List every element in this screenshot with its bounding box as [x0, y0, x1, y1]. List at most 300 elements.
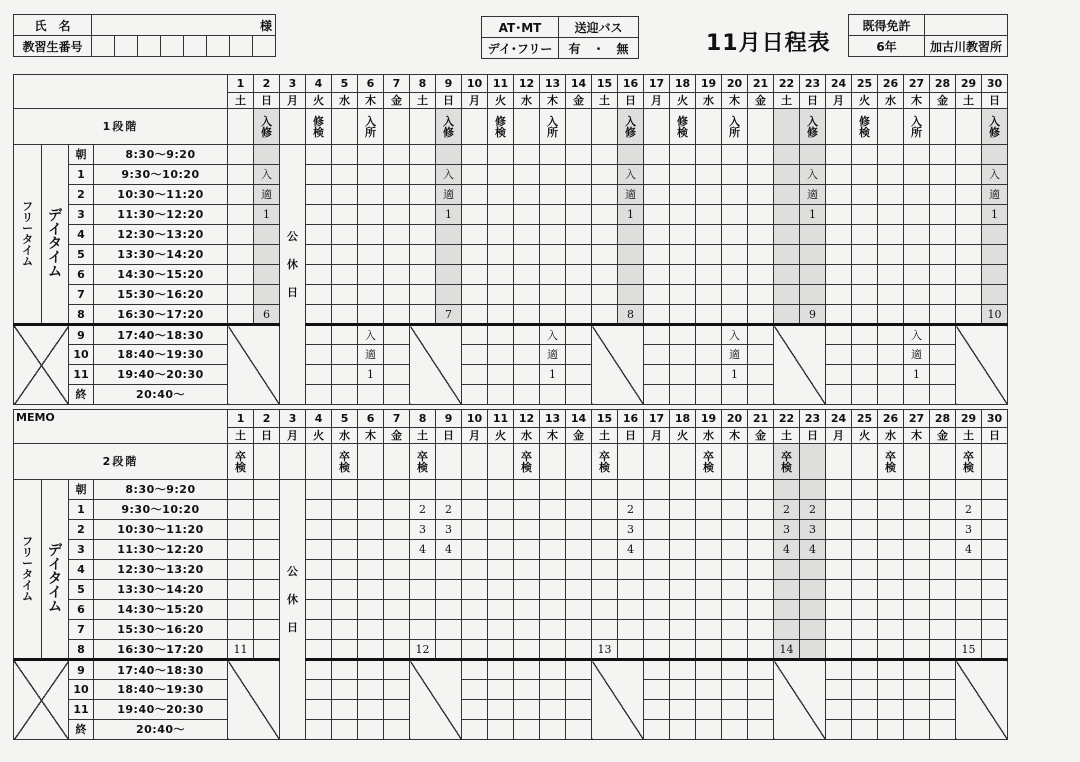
student-number-digit[interactable] — [115, 36, 138, 57]
schedule-cell[interactable] — [514, 325, 540, 345]
schedule-cell[interactable] — [956, 265, 982, 285]
schedule-cell[interactable] — [462, 165, 488, 185]
schedule-cell[interactable] — [904, 245, 930, 265]
schedule-cell[interactable]: 10 — [982, 305, 1008, 325]
schedule-cell[interactable] — [826, 365, 852, 385]
schedule-cell[interactable] — [462, 500, 488, 520]
schedule-cell[interactable] — [904, 620, 930, 640]
schedule-cell[interactable] — [982, 640, 1008, 660]
schedule-cell[interactable] — [878, 185, 904, 205]
schedule-cell[interactable] — [800, 225, 826, 245]
schedule-cell[interactable] — [488, 720, 514, 740]
schedule-cell[interactable] — [852, 305, 878, 325]
schedule-cell[interactable] — [228, 285, 254, 305]
schedule-cell[interactable] — [852, 680, 878, 700]
schedule-cell[interactable] — [488, 245, 514, 265]
schedule-cell[interactable] — [514, 365, 540, 385]
schedule-cell[interactable] — [696, 580, 722, 600]
schedule-cell[interactable] — [358, 620, 384, 640]
schedule-cell[interactable] — [748, 720, 774, 740]
schedule-cell[interactable] — [878, 480, 904, 500]
schedule-cell[interactable] — [826, 520, 852, 540]
schedule-cell[interactable] — [748, 700, 774, 720]
schedule-cell[interactable] — [462, 560, 488, 580]
schedule-cell[interactable] — [410, 580, 436, 600]
schedule-cell[interactable] — [462, 580, 488, 600]
schedule-cell[interactable] — [722, 145, 748, 165]
schedule-cell[interactable] — [566, 165, 592, 185]
schedule-cell[interactable]: 1 — [982, 205, 1008, 225]
schedule-cell[interactable] — [982, 145, 1008, 165]
schedule-cell[interactable]: 2 — [774, 500, 800, 520]
schedule-cell[interactable] — [488, 165, 514, 185]
schedule-cell[interactable]: 1 — [540, 365, 566, 385]
schedule-cell[interactable] — [254, 500, 280, 520]
schedule-cell[interactable] — [644, 165, 670, 185]
schedule-cell[interactable] — [540, 385, 566, 405]
schedule-cell[interactable] — [332, 325, 358, 345]
schedule-cell[interactable] — [644, 385, 670, 405]
schedule-cell[interactable] — [982, 225, 1008, 245]
schedule-cell[interactable] — [748, 365, 774, 385]
schedule-cell[interactable] — [566, 185, 592, 205]
schedule-cell[interactable] — [852, 620, 878, 640]
schedule-cell[interactable] — [852, 480, 878, 500]
schedule-cell[interactable] — [566, 305, 592, 325]
schedule-cell[interactable] — [618, 145, 644, 165]
schedule-cell[interactable] — [514, 385, 540, 405]
schedule-cell[interactable]: 12 — [410, 640, 436, 660]
schedule-cell[interactable] — [592, 540, 618, 560]
schedule-cell[interactable] — [592, 500, 618, 520]
schedule-cell[interactable] — [488, 600, 514, 620]
schedule-cell[interactable] — [644, 145, 670, 165]
schedule-cell[interactable] — [774, 480, 800, 500]
schedule-cell[interactable] — [254, 620, 280, 640]
schedule-cell[interactable] — [592, 580, 618, 600]
schedule-cell[interactable] — [826, 225, 852, 245]
schedule-cell[interactable]: 適 — [540, 345, 566, 365]
schedule-cell[interactable] — [566, 540, 592, 560]
schedule-cell[interactable] — [644, 580, 670, 600]
schedule-cell[interactable] — [696, 480, 722, 500]
schedule-cell[interactable] — [644, 365, 670, 385]
schedule-cell[interactable] — [488, 620, 514, 640]
schedule-cell[interactable] — [488, 680, 514, 700]
schedule-cell[interactable] — [904, 500, 930, 520]
schedule-cell[interactable] — [878, 325, 904, 345]
schedule-cell[interactable] — [462, 480, 488, 500]
schedule-cell[interactable] — [228, 540, 254, 560]
schedule-cell[interactable] — [384, 245, 410, 265]
schedule-cell[interactable] — [358, 640, 384, 660]
schedule-cell[interactable] — [384, 560, 410, 580]
schedule-cell[interactable] — [566, 580, 592, 600]
schedule-cell[interactable] — [878, 680, 904, 700]
schedule-cell[interactable] — [384, 540, 410, 560]
event-cell[interactable] — [644, 109, 670, 145]
schedule-cell[interactable] — [306, 580, 332, 600]
schedule-cell[interactable]: 2 — [800, 500, 826, 520]
schedule-cell[interactable] — [930, 580, 956, 600]
schedule-cell[interactable] — [384, 365, 410, 385]
schedule-cell[interactable] — [956, 225, 982, 245]
schedule-cell[interactable] — [930, 165, 956, 185]
schedule-cell[interactable] — [592, 265, 618, 285]
schedule-cell[interactable] — [566, 520, 592, 540]
schedule-cell[interactable] — [384, 660, 410, 680]
schedule-cell[interactable] — [358, 165, 384, 185]
schedule-cell[interactable] — [592, 205, 618, 225]
schedule-cell[interactable] — [358, 560, 384, 580]
schedule-cell[interactable] — [488, 185, 514, 205]
schedule-cell[interactable] — [462, 385, 488, 405]
student-number-digit[interactable] — [253, 36, 276, 57]
schedule-cell[interactable] — [618, 225, 644, 245]
schedule-cell[interactable] — [982, 285, 1008, 305]
schedule-cell[interactable] — [774, 165, 800, 185]
schedule-cell[interactable] — [332, 185, 358, 205]
schedule-cell[interactable] — [670, 680, 696, 700]
event-cell[interactable]: 卒 検 — [592, 444, 618, 480]
schedule-cell[interactable] — [878, 600, 904, 620]
schedule-cell[interactable]: 入 — [722, 325, 748, 345]
schedule-cell[interactable] — [306, 285, 332, 305]
schedule-cell[interactable] — [722, 560, 748, 580]
schedule-cell[interactable] — [410, 305, 436, 325]
schedule-cell[interactable] — [826, 720, 852, 740]
schedule-cell[interactable] — [696, 365, 722, 385]
schedule-cell[interactable] — [696, 305, 722, 325]
event-cell[interactable]: 卒 検 — [696, 444, 722, 480]
schedule-cell[interactable] — [956, 600, 982, 620]
schedule-cell[interactable] — [436, 580, 462, 600]
event-cell[interactable] — [566, 444, 592, 480]
schedule-cell[interactable] — [514, 560, 540, 580]
schedule-cell[interactable] — [722, 640, 748, 660]
schedule-cell[interactable] — [982, 480, 1008, 500]
schedule-cell[interactable] — [696, 325, 722, 345]
schedule-cell[interactable] — [384, 225, 410, 245]
schedule-cell[interactable] — [878, 225, 904, 245]
schedule-cell[interactable] — [540, 580, 566, 600]
schedule-cell[interactable] — [592, 285, 618, 305]
event-cell[interactable] — [228, 109, 254, 145]
schedule-cell[interactable] — [306, 640, 332, 660]
schedule-cell[interactable] — [332, 580, 358, 600]
schedule-cell[interactable] — [384, 620, 410, 640]
schedule-cell[interactable]: 2 — [956, 500, 982, 520]
schedule-cell[interactable] — [566, 365, 592, 385]
schedule-cell[interactable] — [332, 700, 358, 720]
schedule-cell[interactable] — [566, 700, 592, 720]
schedule-cell[interactable] — [670, 500, 696, 520]
schedule-cell[interactable] — [332, 680, 358, 700]
schedule-cell[interactable] — [254, 285, 280, 305]
schedule-cell[interactable] — [644, 205, 670, 225]
schedule-cell[interactable] — [462, 520, 488, 540]
event-cell[interactable]: 卒 検 — [228, 444, 254, 480]
schedule-cell[interactable] — [254, 520, 280, 540]
schedule-cell[interactable] — [748, 345, 774, 365]
schedule-cell[interactable] — [358, 145, 384, 165]
event-cell[interactable] — [956, 109, 982, 145]
schedule-cell[interactable] — [826, 185, 852, 205]
schedule-cell[interactable] — [436, 620, 462, 640]
schedule-cell[interactable] — [670, 145, 696, 165]
schedule-cell[interactable] — [384, 345, 410, 365]
schedule-cell[interactable] — [930, 205, 956, 225]
schedule-cell[interactable] — [696, 285, 722, 305]
schedule-cell[interactable] — [774, 185, 800, 205]
event-cell[interactable] — [748, 444, 774, 480]
schedule-cell[interactable] — [514, 305, 540, 325]
schedule-cell[interactable] — [306, 520, 332, 540]
schedule-cell[interactable] — [228, 225, 254, 245]
schedule-cell[interactable] — [878, 700, 904, 720]
schedule-cell[interactable] — [696, 700, 722, 720]
schedule-cell[interactable] — [670, 365, 696, 385]
schedule-cell[interactable]: 14 — [774, 640, 800, 660]
schedule-cell[interactable] — [956, 165, 982, 185]
schedule-cell[interactable] — [566, 225, 592, 245]
schedule-cell[interactable] — [982, 245, 1008, 265]
schedule-cell[interactable] — [592, 145, 618, 165]
schedule-cell[interactable] — [982, 520, 1008, 540]
schedule-cell[interactable] — [696, 620, 722, 640]
schedule-cell[interactable] — [592, 225, 618, 245]
schedule-cell[interactable] — [826, 480, 852, 500]
schedule-cell[interactable] — [956, 205, 982, 225]
schedule-cell[interactable] — [228, 145, 254, 165]
schedule-cell[interactable] — [384, 145, 410, 165]
schedule-cell[interactable] — [358, 265, 384, 285]
schedule-cell[interactable] — [540, 205, 566, 225]
schedule-cell[interactable] — [514, 205, 540, 225]
schedule-cell[interactable] — [722, 205, 748, 225]
schedule-cell[interactable] — [696, 540, 722, 560]
schedule-cell[interactable] — [696, 225, 722, 245]
schedule-cell[interactable] — [930, 185, 956, 205]
schedule-cell[interactable] — [514, 265, 540, 285]
event-cell[interactable]: 修 検 — [306, 109, 332, 145]
schedule-cell[interactable] — [644, 660, 670, 680]
schedule-cell[interactable] — [722, 700, 748, 720]
schedule-cell[interactable] — [826, 165, 852, 185]
schedule-cell[interactable] — [306, 225, 332, 245]
schedule-cell[interactable] — [930, 500, 956, 520]
schedule-cell[interactable] — [800, 145, 826, 165]
schedule-cell[interactable] — [566, 245, 592, 265]
schedule-cell[interactable] — [696, 520, 722, 540]
schedule-cell[interactable] — [306, 145, 332, 165]
event-cell[interactable] — [566, 109, 592, 145]
schedule-cell[interactable] — [956, 620, 982, 640]
schedule-cell[interactable] — [514, 700, 540, 720]
schedule-cell[interactable] — [306, 720, 332, 740]
schedule-cell[interactable] — [436, 245, 462, 265]
schedule-cell[interactable] — [930, 325, 956, 345]
schedule-cell[interactable] — [904, 660, 930, 680]
schedule-cell[interactable] — [618, 265, 644, 285]
schedule-cell[interactable]: 適 — [904, 345, 930, 365]
schedule-cell[interactable] — [488, 365, 514, 385]
schedule-cell[interactable] — [956, 245, 982, 265]
schedule-cell[interactable] — [254, 600, 280, 620]
schedule-cell[interactable] — [930, 540, 956, 560]
event-cell[interactable]: 入 修 — [800, 109, 826, 145]
schedule-cell[interactable] — [358, 480, 384, 500]
schedule-cell[interactable] — [670, 580, 696, 600]
schedule-cell[interactable] — [670, 660, 696, 680]
schedule-cell[interactable] — [852, 165, 878, 185]
schedule-cell[interactable] — [228, 305, 254, 325]
schedule-cell[interactable] — [410, 560, 436, 580]
schedule-cell[interactable] — [514, 480, 540, 500]
schedule-cell[interactable] — [566, 640, 592, 660]
schedule-cell[interactable] — [436, 600, 462, 620]
schedule-cell[interactable]: 3 — [410, 520, 436, 540]
schedule-cell[interactable] — [930, 680, 956, 700]
schedule-cell[interactable] — [358, 540, 384, 560]
event-cell[interactable]: 卒 検 — [332, 444, 358, 480]
schedule-cell[interactable] — [904, 165, 930, 185]
event-cell[interactable] — [878, 109, 904, 145]
schedule-cell[interactable] — [228, 265, 254, 285]
schedule-cell[interactable] — [618, 580, 644, 600]
schedule-cell[interactable] — [930, 285, 956, 305]
schedule-cell[interactable] — [748, 385, 774, 405]
schedule-cell[interactable] — [774, 145, 800, 165]
schedule-cell[interactable] — [800, 580, 826, 600]
schedule-cell[interactable] — [982, 265, 1008, 285]
schedule-cell[interactable]: 4 — [410, 540, 436, 560]
schedule-cell[interactable] — [566, 480, 592, 500]
schedule-cell[interactable] — [358, 720, 384, 740]
schedule-cell[interactable]: 適 — [618, 185, 644, 205]
schedule-cell[interactable] — [696, 660, 722, 680]
schedule-cell[interactable]: 7 — [436, 305, 462, 325]
schedule-cell[interactable] — [514, 145, 540, 165]
schedule-cell[interactable] — [852, 245, 878, 265]
schedule-cell[interactable] — [722, 600, 748, 620]
schedule-cell[interactable] — [722, 285, 748, 305]
schedule-cell[interactable] — [540, 265, 566, 285]
schedule-cell[interactable] — [566, 325, 592, 345]
schedule-cell[interactable] — [930, 720, 956, 740]
event-cell[interactable] — [800, 444, 826, 480]
schedule-cell[interactable] — [748, 560, 774, 580]
schedule-cell[interactable] — [540, 620, 566, 640]
event-cell[interactable] — [904, 444, 930, 480]
schedule-cell[interactable]: 4 — [956, 540, 982, 560]
schedule-cell[interactable] — [852, 365, 878, 385]
event-cell[interactable]: 入 修 — [618, 109, 644, 145]
schedule-cell[interactable] — [332, 305, 358, 325]
schedule-cell[interactable] — [670, 700, 696, 720]
schedule-cell[interactable] — [488, 145, 514, 165]
schedule-cell[interactable] — [748, 680, 774, 700]
schedule-cell[interactable] — [852, 385, 878, 405]
schedule-cell[interactable] — [358, 700, 384, 720]
schedule-cell[interactable] — [774, 620, 800, 640]
schedule-cell[interactable] — [904, 700, 930, 720]
schedule-cell[interactable] — [228, 185, 254, 205]
schedule-cell[interactable]: 2 — [618, 500, 644, 520]
schedule-cell[interactable] — [878, 540, 904, 560]
event-cell[interactable]: 卒 検 — [956, 444, 982, 480]
event-cell[interactable] — [722, 444, 748, 480]
schedule-cell[interactable]: 適 — [800, 185, 826, 205]
schedule-cell[interactable] — [670, 225, 696, 245]
schedule-cell[interactable]: 入 — [540, 325, 566, 345]
schedule-cell[interactable] — [514, 600, 540, 620]
bus-option[interactable]: 有 ・ 無 — [559, 38, 639, 59]
schedule-cell[interactable] — [930, 345, 956, 365]
schedule-cell[interactable] — [982, 540, 1008, 560]
schedule-cell[interactable] — [956, 185, 982, 205]
schedule-cell[interactable] — [618, 480, 644, 500]
event-cell[interactable]: 入 修 — [254, 109, 280, 145]
schedule-cell[interactable] — [384, 520, 410, 540]
event-cell[interactable]: 修 検 — [488, 109, 514, 145]
schedule-cell[interactable] — [722, 620, 748, 640]
schedule-cell[interactable] — [748, 500, 774, 520]
schedule-cell[interactable] — [358, 385, 384, 405]
schedule-cell[interactable] — [358, 205, 384, 225]
schedule-cell[interactable] — [540, 305, 566, 325]
schedule-cell[interactable] — [540, 720, 566, 740]
schedule-cell[interactable] — [670, 720, 696, 740]
schedule-cell[interactable] — [332, 540, 358, 560]
schedule-cell[interactable] — [774, 205, 800, 225]
schedule-cell[interactable] — [228, 620, 254, 640]
schedule-cell[interactable] — [358, 600, 384, 620]
schedule-cell[interactable] — [462, 345, 488, 365]
schedule-cell[interactable] — [592, 620, 618, 640]
schedule-cell[interactable] — [670, 560, 696, 580]
event-cell[interactable] — [748, 109, 774, 145]
event-cell[interactable]: 入 修 — [982, 109, 1008, 145]
schedule-cell[interactable] — [618, 600, 644, 620]
schedule-cell[interactable] — [722, 245, 748, 265]
event-cell[interactable] — [826, 444, 852, 480]
schedule-cell[interactable] — [566, 385, 592, 405]
schedule-cell[interactable]: 1 — [722, 365, 748, 385]
schedule-cell[interactable]: 適 — [982, 185, 1008, 205]
schedule-cell[interactable] — [332, 145, 358, 165]
schedule-cell[interactable] — [462, 285, 488, 305]
schedule-cell[interactable] — [826, 620, 852, 640]
schedule-cell[interactable] — [670, 620, 696, 640]
schedule-cell[interactable] — [566, 345, 592, 365]
schedule-cell[interactable] — [904, 560, 930, 580]
schedule-cell[interactable] — [514, 720, 540, 740]
schedule-cell[interactable] — [540, 520, 566, 540]
schedule-cell[interactable] — [696, 500, 722, 520]
schedule-cell[interactable] — [696, 640, 722, 660]
student-number-digit[interactable] — [92, 36, 115, 57]
schedule-cell[interactable] — [852, 520, 878, 540]
schedule-cell[interactable] — [826, 560, 852, 580]
schedule-cell[interactable] — [228, 480, 254, 500]
schedule-cell[interactable] — [904, 225, 930, 245]
schedule-cell[interactable] — [540, 145, 566, 165]
schedule-cell[interactable] — [722, 185, 748, 205]
schedule-cell[interactable] — [514, 225, 540, 245]
schedule-cell[interactable] — [332, 660, 358, 680]
schedule-cell[interactable] — [852, 560, 878, 580]
